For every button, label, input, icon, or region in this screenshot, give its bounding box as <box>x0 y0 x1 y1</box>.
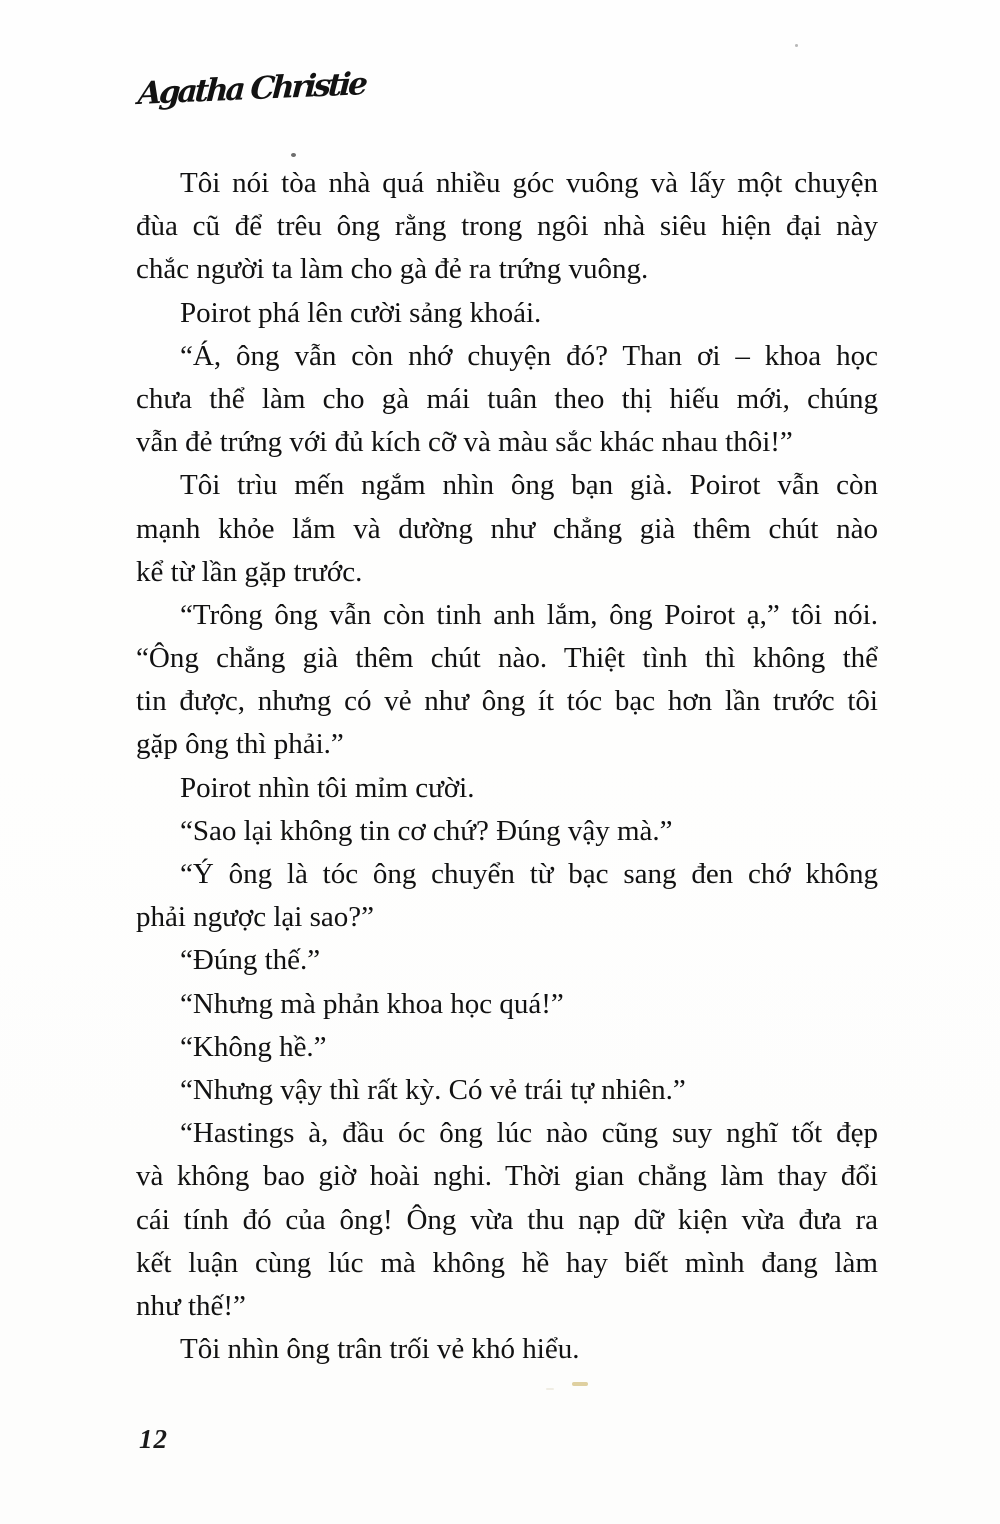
scan-speck-small <box>795 44 798 47</box>
text-line: “Trông ông vẫn còn tinh anh lắm, ông Poirot ạ,” tôi nói. <box>180 598 878 631</box>
text-line: mạnh khỏe lắm và dường như chẳng già thêm chút nào <box>136 512 878 545</box>
text-line: phải ngược lại sao?” <box>136 901 374 934</box>
text-line: chắc người ta làm cho gà đẻ ra trứng vuông. <box>136 253 649 286</box>
text-line: Tôi nói tòa nhà quá nhiều góc vuông và lấy một chuyện <box>180 167 878 199</box>
text-line: cái tính đó của ông! Ông vừa thu nạp dữ kiện vừa đưa ra <box>136 1203 878 1236</box>
text-line: “Nhưng vậy thì rất kỳ. Có vẻ trái tự nhiên.” <box>180 1073 686 1106</box>
text-line: “Ý ông là tóc ông chuyển từ bạc sang đen chớ không <box>180 858 878 890</box>
page-number: 12 <box>139 1424 168 1454</box>
text-line: và không bao giờ hoài nghi. Thời gian chẳng làm thay đổi <box>136 1160 878 1193</box>
text-line: “Sao lại không tin cơ chứ? Đúng vậy mà.” <box>180 814 673 847</box>
text-line: gặp ông thì phải.” <box>136 728 344 761</box>
scan-speck <box>291 153 296 157</box>
text-line: chưa thể làm cho gà mái tuân theo thị hiếu mới, chúng <box>136 382 878 415</box>
text-line: kể từ lần gặp trước. <box>136 555 363 588</box>
text-line: như thế!” <box>136 1289 246 1322</box>
scan-yellow-dash <box>572 1382 588 1386</box>
body-text <box>136 162 878 1371</box>
text-line: “Ông chẳng già thêm chút nào. Thiệt tình thì không thể <box>136 642 878 675</box>
text-line: “Đúng thế.” <box>180 944 321 977</box>
text-line: vẫn đẻ trứng với đủ kích cỡ và màu sắc khác nhau thôi!” <box>136 426 793 459</box>
text-line: “Á, ông vẫn còn nhớ chuyện đó? Than ơi – khoa học <box>180 339 878 372</box>
text-line: Tôi nhìn ông trân trối vẻ khó hiểu. <box>180 1333 580 1366</box>
text-line: “Hastings à, đầu óc ông lúc nào cũng suy nghĩ tốt đẹp <box>180 1117 878 1150</box>
text-line: kết luận cùng lúc mà không hề hay biết mình đang làm <box>136 1246 878 1279</box>
text-line: “Không hề.” <box>180 1030 327 1063</box>
text-line: Poirot nhìn tôi mỉm cười. <box>180 771 475 804</box>
text-line: “Nhưng mà phản khoa học quá!” <box>180 987 564 1020</box>
text-line: tin được, nhưng có vẻ như ông ít tóc bạc hơn lần trước tôi <box>136 685 878 718</box>
text-line: Tôi trìu mến ngắm nhìn ông bạn già. Poirot vẫn còn <box>180 469 878 502</box>
text-line: Poirot phá lên cười sảng khoái. <box>180 296 542 329</box>
author-signature: Agatha Christie <box>136 66 367 113</box>
scan-smudge <box>546 1388 554 1390</box>
text-line: đùa cũ để trêu ông rằng trong ngôi nhà siêu hiện đại này <box>136 210 878 243</box>
